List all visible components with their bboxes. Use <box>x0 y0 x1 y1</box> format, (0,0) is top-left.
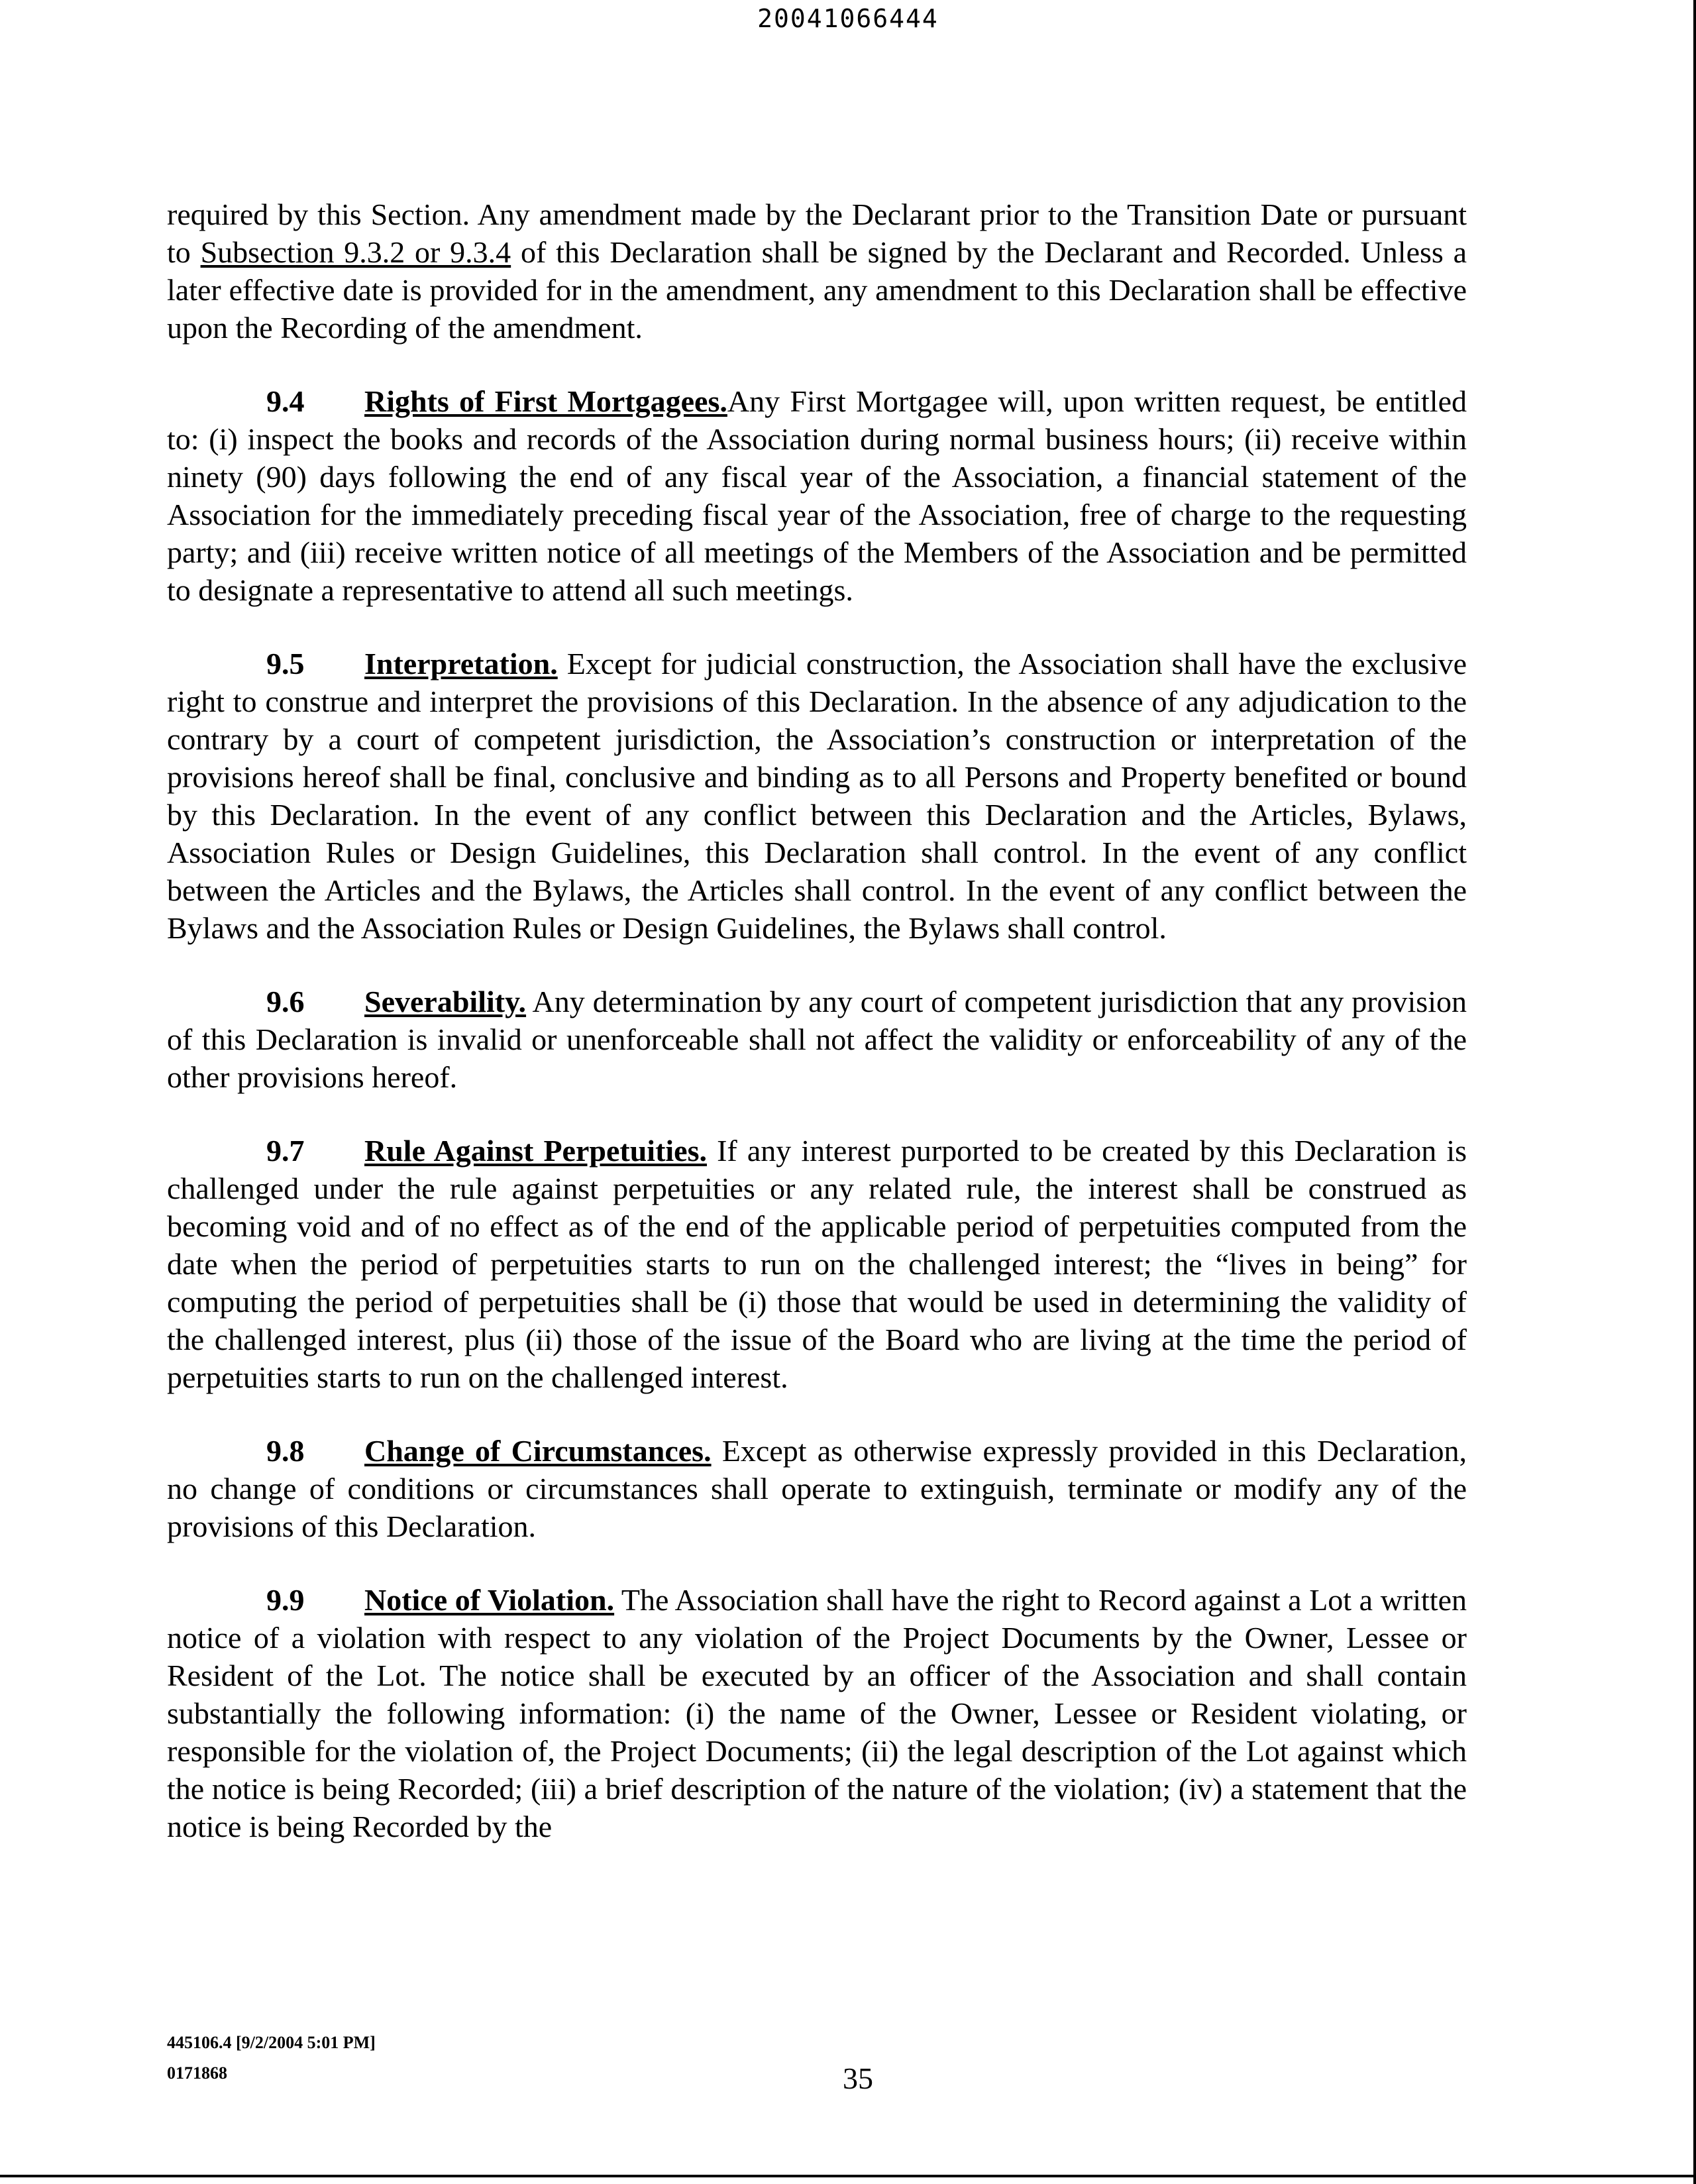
section-9-4 <box>167 382 1467 609</box>
section-text: Except for judicial construction, the Association shall have the exclusive right to construe and interpret the provisions of this Declaration. In the absence of any adjudication to the contrary by a court of competent jurisdiction, the Association’s construction or interpretation of the provisions hereof shall be final, conclusive and binding as to all Persons and Property benefited or bound by this Declaration. In the event of any conflict between this Declaration and the Articles, Bylaws, Association Rules or Design Guidelines, this Declaration shall control. In the event of any conflict between the Articles and the Bylaws, the Articles shall control. In the event of any conflict between the Bylaws and the Association Rules or Design Guidelines, the Bylaws shall control. <box>167 647 1467 945</box>
section-number: 9.4 <box>266 384 305 418</box>
section-number: 9.6 <box>266 985 305 1018</box>
section-9-8 <box>167 1432 1467 1545</box>
paragraph-text: required by this Section. Any amendment made by the Declarant prior to the Transition Date or pursuant to <box>167 197 1467 269</box>
paragraph-text: of this Declaration shall be signed by the Declarant and Recorded. Unless a later effective date is provided for in the amendment, any amendment to this Declaration shall be effective upon the Recording of the amendment. <box>167 235 1467 345</box>
section-title: Interpretation. <box>364 647 558 681</box>
page-edge-border <box>1693 0 1696 2184</box>
section-text: The Association shall have the right to Record against a Lot a written notice of a violation with respect to any violation of the Project Documents by the Owner, Lessee or Resident of the Lot. The notice shall be executed by an officer of the Association and shall contain substantially the following information: (i) the name of the Owner, Lessee or Resident violating, or responsible for the violation of, the Project Documents; (ii) the legal description of the Lot against which the notice is being Recorded; (iii) a brief description of the nature of the violation; (iv) a statement that the notice is being Recorded by the <box>167 1583 1467 1843</box>
document-body <box>167 195 1467 1881</box>
footer-doc-ref: 445106.4 [9/2/2004 5:01 PM] <box>167 2033 376 2052</box>
section-title: Change of Circumstances. <box>364 1434 712 1468</box>
section-9-9 <box>167 1581 1467 1845</box>
section-number: 9.8 <box>266 1434 305 1468</box>
section-number: 9.5 <box>266 647 305 681</box>
section-title: Rule Against Perpetuities. <box>364 1134 707 1168</box>
section-9-6 <box>167 983 1467 1096</box>
section-number: 9.9 <box>266 1583 305 1617</box>
page-bottom-border <box>0 2175 1696 2177</box>
section-text: Any First Mortgagee will, upon written request, be entitled to: (i) inspect the books and records of the Association during normal business hours; (ii) receive within ninety (90) days following the end of any fiscal year of the Association, a financial statement of the Association for the immediately preceding fiscal year of the Association, free of charge to the requesting party; and (iii) receive written notice of all meetings of the Members of the Association and be permitted to designate a representative to attend all such meetings. <box>167 384 1467 607</box>
subsection-reference: Subsection 9.3.2 or 9.3.4 <box>200 235 511 269</box>
section-9-7 <box>167 1132 1467 1396</box>
section-title: Rights of First Mortgagees. <box>364 384 727 418</box>
page-number: 35 <box>843 2061 873 2095</box>
footer-file-number: 0171868 <box>167 2063 227 2083</box>
section-title: Severability. <box>364 985 527 1018</box>
recording-number: 20041066444 <box>757 4 939 33</box>
section-text: Except as otherwise expressly provided in this Declaration, no change of conditions or circumstances shall operate to extinguish, terminate or modify any of the provisions of this Declaration. <box>167 1434 1467 1543</box>
section-title: Notice of Violation. <box>364 1583 615 1617</box>
section-text: Any determination by any court of competent jurisdiction that any provision of this Declaration is invalid or unenforceable shall not affect the validity or enforceability of any of the other provisions hereof. <box>167 985 1467 1094</box>
section-number: 9.7 <box>266 1134 305 1168</box>
section-9-5 <box>167 645 1467 947</box>
paragraph-continuation <box>167 195 1467 347</box>
section-text: If any interest purported to be created by this Declaration is challenged under the rule against perpetuities or any related rule, the interest shall be construed as becoming void and of no effect as of the end of the applicable period of perpetuities computed from the date when the period of perpetuities starts to run on the challenged interest; the “lives in being” for computing the period of perpetuities shall be (i) those that would be used in determining the validity of the challenged interest, plus (ii) those of the issue of the Board who are living at the time the period of perpetuities starts to run on the challenged interest. <box>167 1134 1467 1394</box>
